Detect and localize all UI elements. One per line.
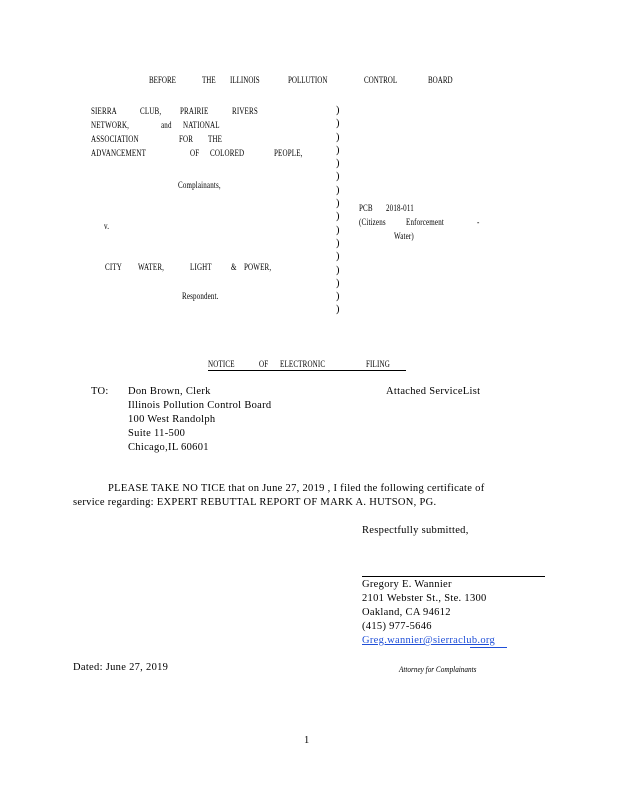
page-number: 1: [304, 735, 310, 746]
caption-word: NATIONAL: [183, 120, 220, 130]
versus-label: v.: [104, 221, 110, 231]
address-line: Don Brown, Clerk: [128, 386, 211, 397]
caption-word: ASSOCIATION: [91, 134, 139, 144]
email-underline-extension: [470, 647, 507, 648]
caption-word: CITY: [105, 262, 123, 272]
notice-title-underline: [208, 370, 406, 371]
caption-word: LIGHT: [190, 262, 212, 272]
address-line: Chicago,IL 60601: [128, 442, 209, 453]
notice-body-line: PLEASE TAKE NO TICE that on June 27, 2019 , I filed the following certificate of: [108, 483, 485, 494]
heading-word: BOARD: [428, 75, 453, 85]
dated-line: Dated: June 27, 2019: [73, 662, 169, 673]
caption-word: SIERRA: [91, 106, 117, 116]
attorney-email-link[interactable]: Greg.wannier@sierraclub.org: [362, 635, 496, 646]
caption-word: and: [161, 120, 172, 130]
notice-word: ELECTRONIC: [280, 359, 326, 369]
caption-word: NETWORK,: [91, 120, 130, 130]
caption-word: &: [231, 262, 237, 272]
caption-word: WATER,: [138, 262, 165, 272]
service-list-note: Attached ServiceList: [386, 386, 481, 397]
attorney-city: Oakland, CA 94612: [362, 607, 451, 618]
case-number: 2018-011: [386, 203, 414, 213]
notice-word: NOTICE: [208, 359, 235, 369]
caption-parentheses: ) ) ) ) ) ) ) ) ) ) ) ) ) ) ) ): [336, 105, 340, 316]
case-type-word: (Citizens: [359, 217, 386, 227]
heading-word: THE: [202, 75, 216, 85]
heading-word: POLLUTION: [288, 75, 328, 85]
caption-word: POWER,: [244, 262, 272, 272]
attorney-phone: (415) 977-5646: [362, 621, 432, 632]
complainants-label: Complainants,: [178, 180, 221, 190]
heading-word: CONTROL: [364, 75, 398, 85]
case-type-word: -: [477, 217, 480, 227]
case-type-line2: Water): [394, 231, 414, 241]
notice-body-line: service regarding: EXPERT REBUTTAL REPORT OF MARK A. HUTSON, PG.: [73, 497, 437, 508]
attorney-street: 2101 Webster St., Ste. 1300: [362, 593, 487, 604]
caption-word: RIVERS: [232, 106, 258, 116]
case-number-label: PCB: [359, 203, 373, 213]
notice-word: OF: [259, 359, 269, 369]
caption-word: PEOPLE,: [274, 148, 303, 158]
attorney-name: Gregory E. Wannier: [362, 579, 452, 590]
heading-word: BEFORE: [149, 75, 176, 85]
caption-word: PRAIRIE: [180, 106, 209, 116]
address-line: Illinois Pollution Control Board: [128, 400, 272, 411]
closing: Respectfully submitted,: [362, 525, 469, 536]
caption-word: OF: [190, 148, 200, 158]
case-type-word: Enforcement: [406, 217, 444, 227]
signature-line: [362, 576, 545, 577]
caption-word: CLUB,: [140, 106, 162, 116]
to-label: TO:: [91, 386, 109, 397]
notice-word: FILING: [366, 359, 390, 369]
caption-word: FOR: [179, 134, 194, 144]
address-line: Suite 11-500: [128, 428, 186, 439]
address-line: 100 West Randolph: [128, 414, 216, 425]
caption-word: COLORED: [210, 148, 245, 158]
attorney-for-label: Attorney for Complainants: [399, 664, 477, 674]
caption-word: THE: [208, 134, 223, 144]
respondent-label: Respondent.: [182, 291, 219, 301]
caption-word: ADVANCEMENT: [91, 148, 147, 158]
heading-word: ILLINOIS: [230, 75, 260, 85]
